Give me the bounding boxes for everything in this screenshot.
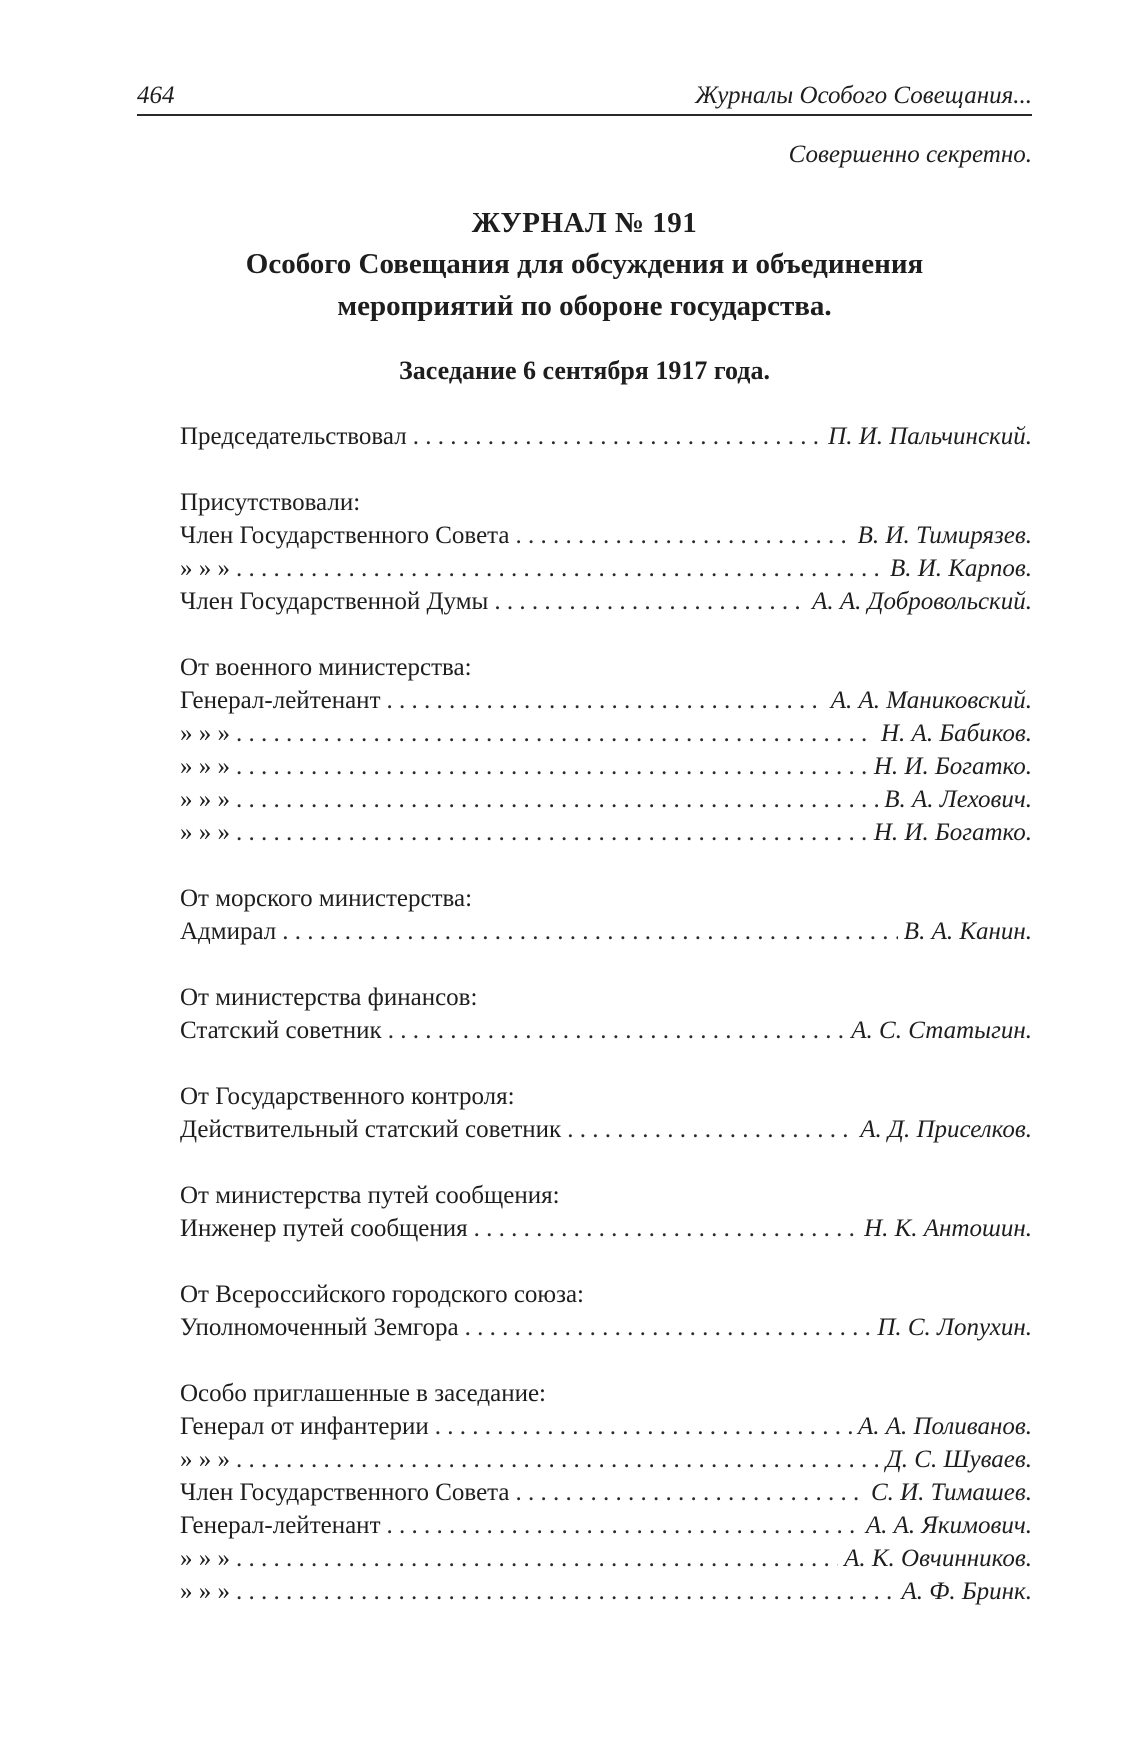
attendee-row: [180, 519, 1032, 552]
dot-leader: [236, 1575, 896, 1608]
row-label: » » »: [180, 753, 230, 780]
row-label: Адмирал: [180, 918, 277, 945]
spacer: [180, 849, 1032, 882]
row-name: В. И. Тимирязев.: [857, 522, 1032, 549]
spacer: [180, 1047, 1032, 1080]
section-heading: Особо приглашенные в заседание:: [180, 1380, 546, 1407]
dot-leader: [388, 1014, 846, 1047]
attendance-list: [180, 420, 1032, 1608]
row-label: Генерал-лейтенант: [180, 1512, 381, 1539]
dot-leader: [567, 1113, 854, 1146]
row-name: Д. С. Шуваев.: [885, 1446, 1032, 1473]
row-label: » » »: [180, 819, 230, 846]
title-block: [137, 203, 1032, 327]
row-label: Уполномоченный Земгора: [180, 1314, 459, 1341]
attendee-row: [180, 1476, 1032, 1509]
dot-leader: [465, 1311, 872, 1344]
dot-leader: [282, 915, 898, 948]
attendee-row: [180, 1509, 1032, 1542]
classification-note: Совершенно секретно.: [788, 141, 1032, 168]
row-name: Н. А. Бабиков.: [881, 720, 1032, 747]
row-label: » » »: [180, 1578, 230, 1605]
dot-leader: [387, 684, 825, 717]
row-name: П. И. Пальчинский.: [828, 423, 1032, 450]
row-name: А. А. Якимович.: [865, 1512, 1032, 1539]
section-heading: От Государственного контроля:: [180, 1083, 515, 1110]
attendee-row: [180, 1113, 1032, 1146]
row-label: » » »: [180, 1446, 230, 1473]
attendee-row: [180, 684, 1032, 717]
row-name: В. А. Канин.: [903, 918, 1032, 945]
row-name: А. К. Овчинников.: [844, 1545, 1032, 1572]
journal-number: ЖУРНАЛ № 191: [471, 207, 698, 239]
dot-leader: [236, 816, 868, 849]
row-name: Н. И. Богатко.: [873, 753, 1032, 780]
attendee-row: [180, 1443, 1032, 1476]
row-name: А. Д. Приселков.: [860, 1116, 1032, 1143]
row-label: » » »: [180, 1545, 230, 1572]
dot-leader: [516, 519, 852, 552]
attendee-row: [180, 915, 1032, 948]
spacer: [180, 1344, 1032, 1377]
attendee-row: [180, 1212, 1032, 1245]
row-name: В. А. Лехович.: [884, 786, 1032, 813]
row-name: Н. И. Богатко.: [873, 819, 1032, 846]
dot-leader: [236, 552, 884, 585]
section-heading: От министерства финансов:: [180, 984, 478, 1011]
dot-leader: [236, 783, 878, 816]
spacer: [180, 453, 1032, 486]
subtitle-line-1: Особого Совещания для обсуждения и объединения: [245, 248, 924, 280]
running-header: [137, 78, 1032, 114]
dot-leader: [236, 717, 875, 750]
row-name: А. А. Поливанов.: [857, 1413, 1032, 1440]
row-label: » » »: [180, 555, 230, 582]
attendee-row: [180, 816, 1032, 849]
spacer: [180, 618, 1032, 651]
section-heading: От военного министерства:: [180, 654, 472, 681]
row-label: Член Государственного Совета: [180, 1479, 510, 1506]
row-label: Генерал от инфантерии: [180, 1413, 429, 1440]
section-heading: От морского министерства:: [180, 885, 473, 912]
dot-leader: [435, 1410, 852, 1443]
attendee-row: [180, 717, 1032, 750]
session-date: Заседание 6 сентября 1917 года.: [399, 356, 770, 385]
row-label: » » »: [180, 720, 230, 747]
row-name: А. А. Добровольский.: [812, 588, 1032, 615]
row-name: П. С. Лопухин.: [877, 1314, 1032, 1341]
spacer: [180, 1245, 1032, 1278]
dot-leader: [516, 1476, 865, 1509]
dot-leader: [236, 1443, 880, 1476]
dot-leader: [236, 750, 868, 783]
attendee-row: [180, 1575, 1032, 1608]
attendee-row: [180, 585, 1032, 618]
attendee-row: [180, 750, 1032, 783]
attendee-row: [180, 783, 1032, 816]
header-rule: [137, 114, 1032, 116]
row-name: А. С. Статыгин.: [851, 1017, 1032, 1044]
attendee-row: [180, 1410, 1032, 1443]
subtitle-line-2: мероприятий по обороне государства.: [337, 290, 832, 322]
row-name: Н. К. Антошин.: [864, 1215, 1032, 1242]
dot-leader: [236, 1542, 838, 1575]
section-heading: Присутствовали:: [180, 489, 361, 516]
attendee-row: [180, 552, 1032, 585]
row-label: Член Государственного Совета: [180, 522, 510, 549]
row-label: Инженер путей сообщения: [180, 1215, 468, 1242]
dot-leader: [413, 420, 822, 453]
dot-leader: [494, 585, 806, 618]
dot-leader: [387, 1509, 860, 1542]
row-label: Генерал-лейтенант: [180, 687, 381, 714]
attendee-row: [180, 1542, 1032, 1575]
row-name: А. А. Маниковский.: [830, 687, 1032, 714]
row-name: С. И. Тимашев.: [870, 1479, 1032, 1506]
row-name: В. И. Карпов.: [889, 555, 1032, 582]
chair-row: [180, 420, 1032, 453]
running-title: Журналы Особого Совещания...: [695, 82, 1032, 109]
row-label: Статский советник: [180, 1017, 382, 1044]
row-label: » » »: [180, 786, 230, 813]
spacer: [180, 1146, 1032, 1179]
page-number: 464: [137, 82, 175, 109]
row-label: Председательствовал: [180, 423, 407, 450]
spacer: [180, 948, 1032, 981]
row-label: Действительный статский советник: [180, 1116, 562, 1143]
attendee-row: [180, 1014, 1032, 1047]
dot-leader: [474, 1212, 858, 1245]
section-heading: От министерства путей сообщения:: [180, 1182, 560, 1209]
section-heading: От Всероссийского городского союза:: [180, 1281, 585, 1308]
row-name: А. Ф. Бринк.: [901, 1578, 1032, 1605]
row-label: Член Государственной Думы: [180, 588, 489, 615]
attendee-row: [180, 1311, 1032, 1344]
